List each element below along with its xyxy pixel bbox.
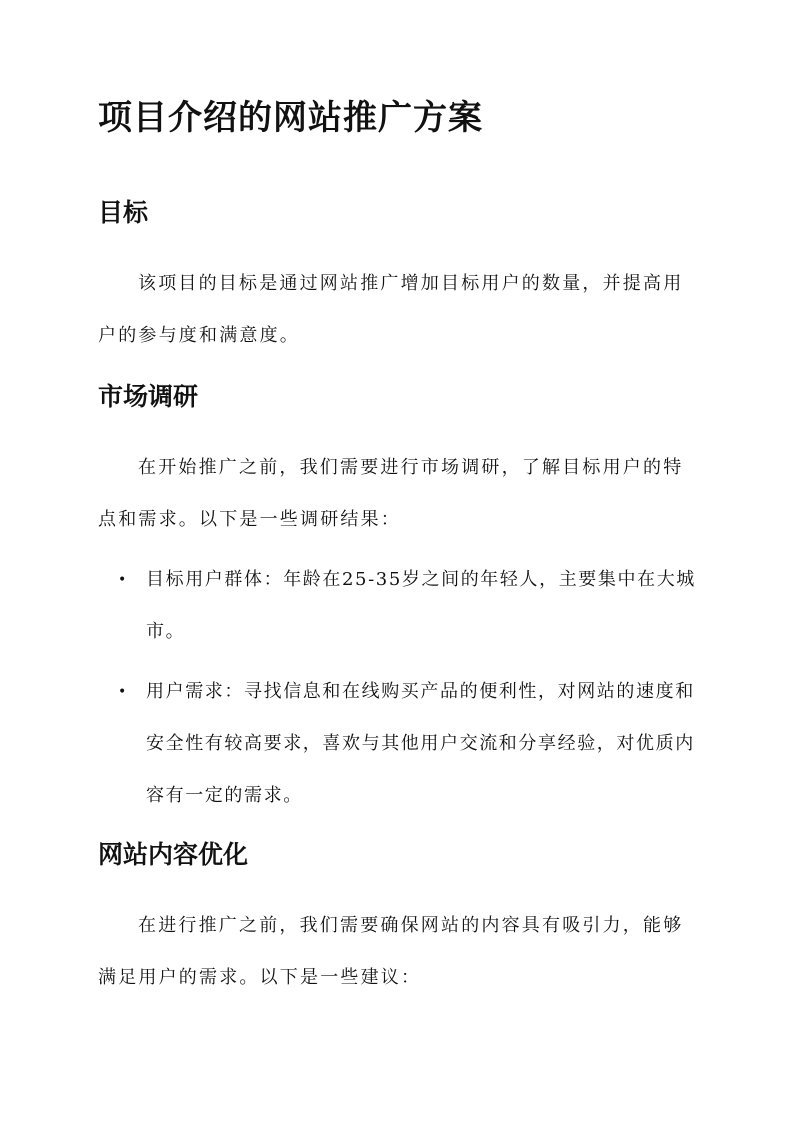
section-paragraph-content-optimization: 在进行推广之前，我们需要确保网站的内容具有吸引力，能够满足用户的需求。以下是一些建议：	[98, 915, 684, 988]
list-item-text: 目标用户群体：年龄在25-35岁之间的年轻人，主要集中在大城市。	[146, 569, 696, 642]
page-title: 项目介绍的网站推广方案	[98, 98, 483, 138]
section-heading-market-research: 市场调研	[98, 382, 199, 411]
section-heading-content-optimization: 网站内容优化	[98, 840, 249, 869]
list-item-target-users	[118, 554, 702, 658]
section-paragraph-market-research: 在开始推广之前，我们需要进行市场调研，了解目标用户的特点和需求。以下是一些调研结果：	[98, 457, 684, 530]
bullet-icon: •	[118, 572, 128, 588]
list-item-text: 用户需求：寻找信息和在线购买产品的便利性，对网站的速度和安全性有较高要求，喜欢与其他用户交流和分享经验，对优质内容有一定的需求。	[146, 681, 695, 806]
section-paragraph-goal: 该项目的目标是通过网站推广增加目标用户的数量，并提高用户的参与度和满意度。	[98, 273, 684, 346]
bullet-icon: •	[118, 684, 128, 700]
section-heading-goal: 目标	[98, 198, 149, 227]
list-item-user-needs	[118, 666, 702, 822]
